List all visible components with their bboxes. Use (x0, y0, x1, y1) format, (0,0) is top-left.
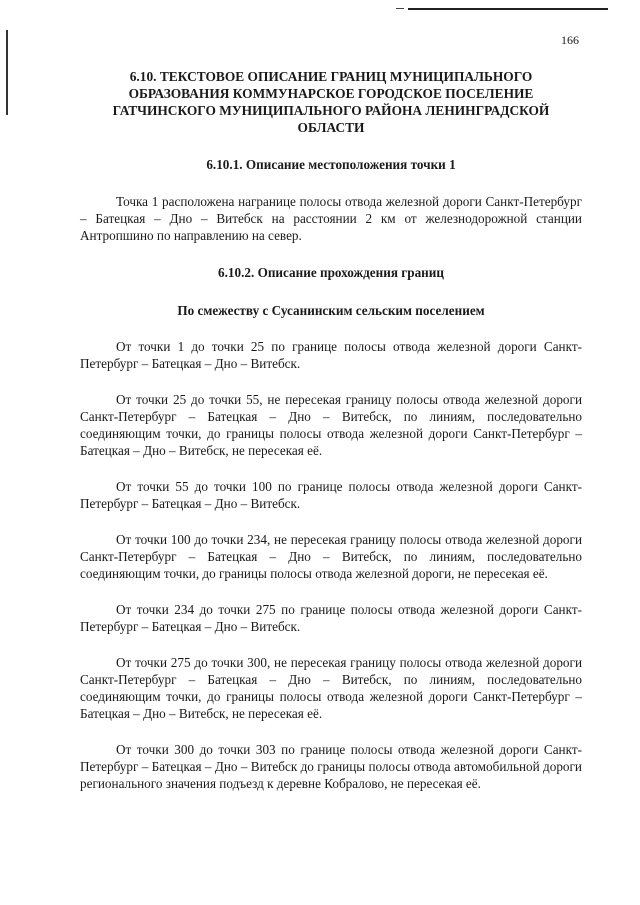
document-content (80, 68, 582, 792)
paragraph-boundary: От точки 234 до точки 275 по границе полосы отвода железной дороги Санкт-Петербург – Батецкая – Дно – Витебск. (80, 602, 582, 634)
scan-artifact-left-line (6, 30, 8, 115)
paragraph-boundary: От точки 275 до точки 300, не пересекая границу полосы отвода железной дороги Санкт-Петербург – Батецкая – Дно – Витебск, по линиям, последовательно соединяющим точки, до границы полосы отвода железной дороги Санкт-Петербург – Батецкая – Дно – Витебск, не пересекая её. (80, 655, 582, 721)
paragraph-boundary: От точки 1 до точки 25 по границе полосы отвода железной дороги Санкт-Петербург – Батецкая – Дно – Витебск. (80, 339, 582, 371)
paragraph-boundary: От точки 100 до точки 234, не пересекая границу полосы отвода железной дороги Санкт-Петербург – Батецкая – Дно – Витебск, по линиям, последовательно соединяющим точки, до границы полосы отвода железной дороги, не пересекая её. (80, 532, 582, 581)
section-heading-boundaries: 6.10.2. Описание прохождения границ (218, 265, 444, 280)
section-heading-location: 6.10.1. Описание местоположения точки 1 (206, 157, 456, 172)
paragraph-boundary: От точки 300 до точки 303 по границе полосы отвода железной дороги Санкт-Петербург – Батецкая – Дно – Витебск до границы полосы отвода автомобильной дороги регионального значения подъезд к деревне Кобралово, не пересекая её. (80, 742, 582, 791)
scan-artifact-dash (396, 8, 404, 9)
paragraph-boundary: От точки 25 до точки 55, не пересекая границу полосы отвода железной дороги Санкт-Петербург – Батецкая – Дно – Витебск, по линиям, последовательно соединяющим точки, до границы полосы отвода железной дороги Санкт-Петербург – Батецкая – Дно – Витебск, не пересекая её. (80, 392, 582, 458)
scan-artifact-top-line (408, 8, 608, 10)
paragraph-location: Точка 1 расположена награнице полосы отвода железной дороги Санкт-Петербург – Батецкая – Дно – Витебск на расстоянии 2 км от железнодорожной станции Антропшино по направлению на север. (80, 194, 582, 243)
subheading-susanino: По смежеству с Сусанинским сельским поселением (177, 303, 485, 318)
paragraph-boundary: От точки 55 до точки 100 по границе полосы отвода железной дороги Санкт-Петербург – Батецкая – Дно – Витебск. (80, 479, 582, 511)
page-number: 166 (561, 33, 579, 47)
document-title: 6.10. ТЕКСТОВОЕ ОПИСАНИЕ ГРАНИЦ МУНИЦИПАЛЬНОГО ОБРАЗОВАНИЯ КОММУНАРСКОЕ ГОРОДСКОЕ ПОСЕЛЕНИЕ ГАТЧИНСКОГО МУНИЦИПАЛЬНОГО РАЙОНА ЛЕНИНГРАДСКОЙ ОБЛАСТИ (112, 69, 550, 135)
